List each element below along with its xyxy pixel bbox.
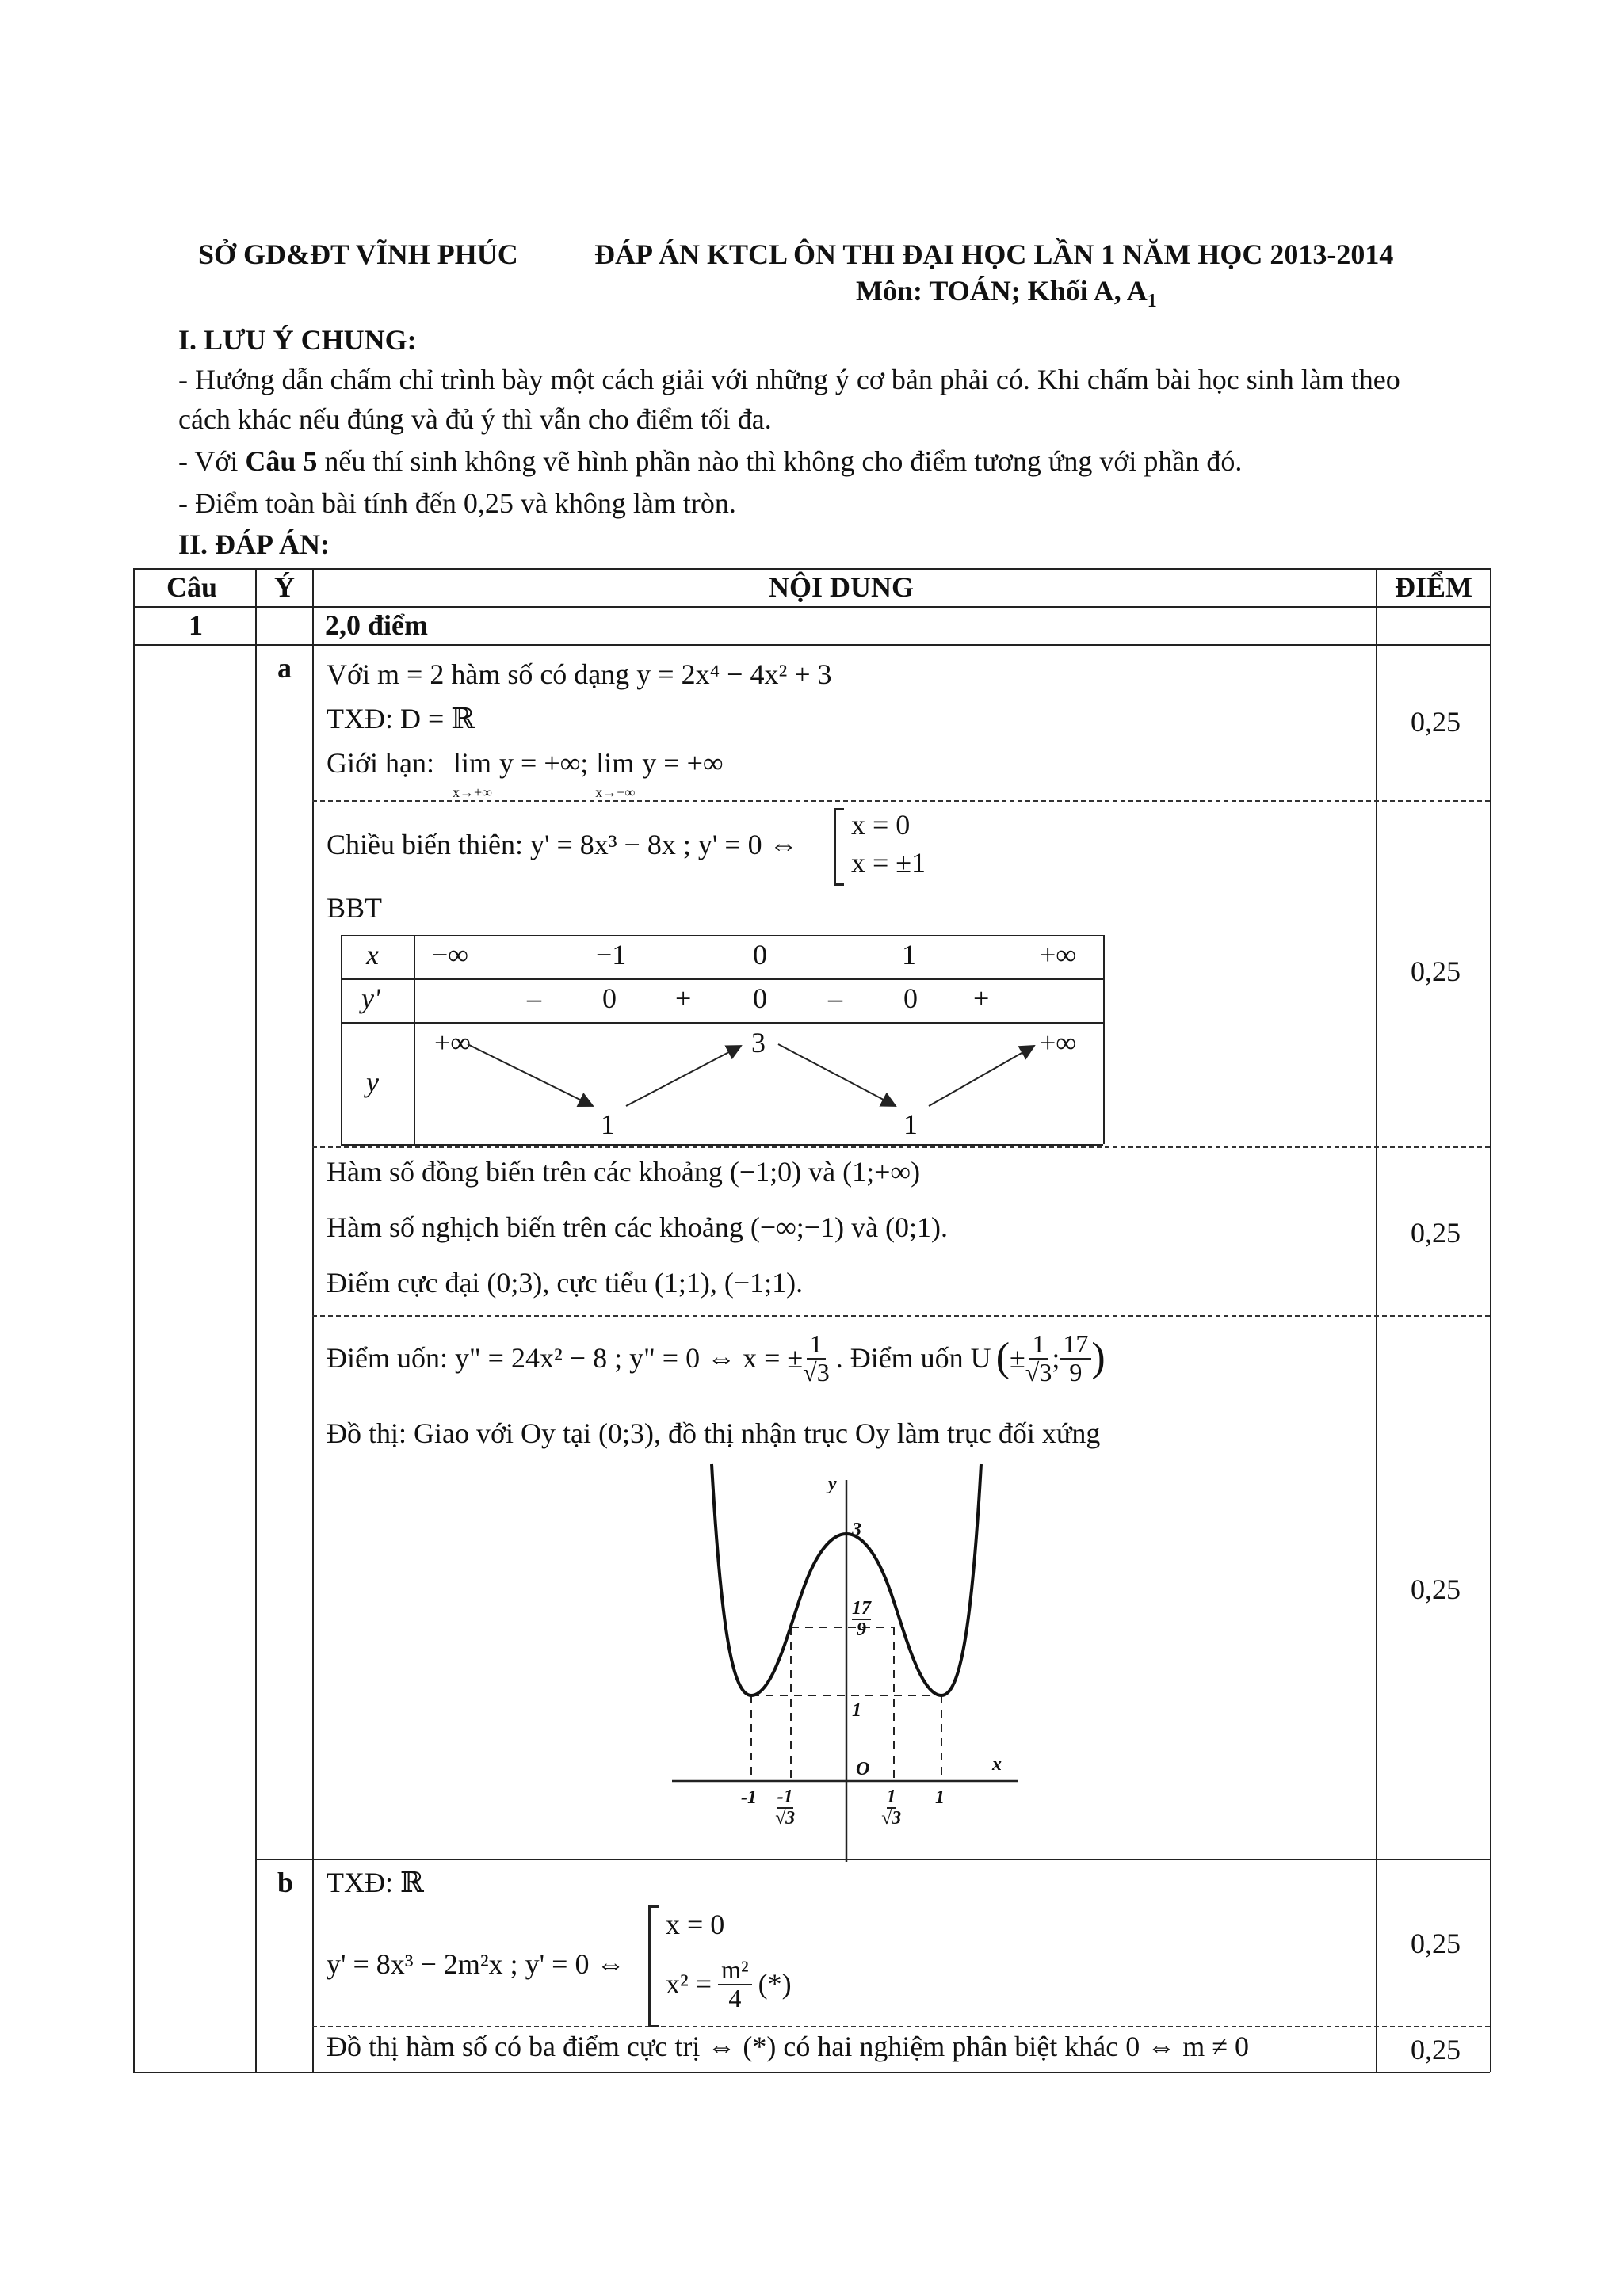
graph-x-pos-inflect-den: √3 [881,1808,902,1829]
subject-subscript: 1 [1147,291,1157,312]
bbt-y-val: +∞ [434,1027,471,1058]
lim-2-val: y = +∞ [642,747,724,779]
note3: - Điểm toàn bài tính đến 0,25 và không làm tròn. [178,487,736,519]
graph-y-inflect-den: 9 [857,1619,866,1641]
score-a1: 0,25 [1411,706,1461,738]
bbt-yp-val: + [675,982,692,1014]
case-bracket-b [648,1905,659,2027]
b-r2-line1: Đồ thị hàm số có ba điểm cực trị ⇔ (*) có hai nghiệm phân biệt khác 0 ⇔ m ≠ 0 [327,2031,1249,2062]
inflection-point-label: . Điểm uốn U [835,1342,991,1374]
a-r2-case1: x = 0 [851,809,911,841]
score-a2: 0,25 [1411,955,1461,987]
graph-y-min-label: 1 [852,1700,861,1721]
graph-x-pos-inflect-label [881,1787,901,1829]
lim-1: lim [453,747,492,779]
bbt-label: BBT [327,892,383,924]
section2-heading: II. ĐÁP ÁN: [178,528,330,560]
graph-x-pos1-label: 1 [935,1787,945,1808]
bbt-x-val: +∞ [1040,939,1076,971]
bbt-x-val: 0 [753,939,767,971]
frac-den: √3 [803,1357,830,1386]
bbt-yp-val: 0 [602,982,617,1014]
graph-x-pos-inflect-num: 1 [887,1787,896,1809]
bbt-y-val: 1 [903,1108,918,1140]
bbt-x-val: −∞ [432,939,468,971]
frac-den: 9 [1069,1357,1083,1386]
graph-x-neg-inflect-num: -1 [777,1787,793,1809]
graph-y-max-label: 3 [852,1520,861,1540]
frac-num: 1 [807,1331,826,1360]
subject-text: Môn: TOÁN; Khối A, A [856,275,1148,307]
lim-2-sub: x→−∞ [595,784,636,801]
bbt-y-val: 1 [601,1108,615,1140]
a-r3-line1: Hàm số đồng biến trên các khoảng (−1;0) và (1;+∞) [327,1156,921,1188]
bbt-x-val: −1 [596,939,627,971]
b-r1-case1: x = 0 [666,1909,725,1940]
b-r1-line1: TXĐ: ℝ [327,1867,424,1898]
inflection-eq: Điểm uốn: y" = 24x² − 8 ; y" = 0 ⇔ x = ± [327,1342,804,1374]
note2-post: nếu thí sinh không vẽ hình phần nào thì không cho điểm tương ứng với phần đó. [317,445,1243,477]
part-a-label: a [277,652,292,684]
note2-bold: Câu 5 [245,445,318,477]
score-b2: 0,25 [1411,2034,1461,2065]
bbt-y-label: y [366,1066,379,1098]
part-b-label: b [277,1867,294,1898]
u-sep: ; [1052,1342,1060,1374]
score-b1: 0,25 [1411,1928,1461,1959]
score-a4: 0,25 [1411,1573,1461,1605]
bbt-yp-val: 0 [903,982,918,1014]
paren-close: ) [1091,1335,1106,1381]
bbt-x-label: x [366,939,379,971]
frac-num: m² [718,1957,751,1985]
a-r1-line1: Với m = 2 hàm số có dạng y = 2x⁴ − 4x² + 3 [327,658,832,690]
bbt-yp-val: + [973,982,990,1014]
b-r1-case2 [666,1957,792,2012]
case2-post: (*) [758,1968,792,2000]
graph-y-inflect-label [852,1599,871,1640]
graph-x-neg1-label: -1 [741,1787,757,1808]
graph-x-axis-label: x [992,1754,1002,1775]
frac-den: √3 [1025,1357,1052,1386]
question-1-label: 1 [189,609,203,641]
lim-1-sub: x→+∞ [453,784,493,801]
note1-line1: - Hướng dẫn chấm chỉ trình bày một cách giải với những ý cơ bản phải có. Khi chấm bài học sinh làm theo [178,364,1400,395]
bbt-y-val: +∞ [1040,1027,1076,1058]
limit-label: Giới hạn: [327,747,435,779]
a-r3-line2: Hàm số nghịch biến trên các khoảng (−∞;−1) và (0;1). [327,1211,949,1243]
graph-x-neg-inflect-label [775,1787,795,1829]
case2-pre: x² = [666,1968,712,2000]
a-r1-line2: TXĐ: D = ℝ [327,703,475,734]
b-r1-line2: y' = 8x³ − 2m²x ; y' = 0 ⇔ [327,1948,625,1980]
org-name: SỞ GD&ĐT VĨNH PHÚC [198,238,518,270]
question-1-total: 2,0 điểm [325,609,428,641]
case2-frac [718,1957,751,2012]
header-y: Ý [274,571,295,603]
a-r3-line3: Điểm cực đại (0;3), cực tiểu (1;1), (−1;1). [327,1267,804,1299]
bbt-yp-val: 0 [753,982,767,1014]
header-diem: ĐIỂM [1395,571,1472,603]
graph-origin-label: O [856,1759,870,1779]
frac-num: 17 [1060,1331,1091,1360]
bbt-yp-val: – [527,982,541,1014]
graph-y-axis-label: y [828,1474,837,1494]
note1-line2: cách khác nếu đúng và đủ ý thì vẫn cho điểm tối đa. [178,403,772,435]
section1-heading: I. LƯU Ý CHUNG: [178,324,417,356]
graph-x-neg-inflect-den: √3 [775,1808,796,1829]
a-r4-line2: Đồ thị: Giao với Oy tại (0;3), đồ thị nhận trục Oy làm trục đối xứng [327,1417,1101,1449]
bbt-y-val: 3 [751,1027,766,1058]
header-noi-dung: NỘI DUNG [769,571,915,603]
bbt-yp-val: – [828,982,842,1014]
a-r2-case2: x = ±1 [851,847,926,879]
lim-1-val: y = +∞; [499,747,589,779]
paren-open: ( [995,1335,1010,1381]
bbt-yp-label: y' [361,982,380,1014]
lim-2: lim [596,747,635,779]
score-a3: 0,25 [1411,1217,1461,1249]
graph-y-inflect-num: 17 [852,1599,871,1620]
frac-den: 4 [728,1983,742,2012]
header-cau: Câu [166,571,218,603]
note2-pre: - Với [178,445,246,477]
frac-num: 1 [1029,1331,1048,1360]
u-sign: ± [1010,1342,1025,1374]
bbt-x-val: 1 [902,939,916,971]
a-r2-line1: Chiều biến thiên: y' = 8x³ − 8x ; y' = 0 ⇔ [327,829,798,860]
doc-title: ĐÁP ÁN KTCL ÔN THI ĐẠI HỌC LẦN 1 NĂM HỌC 2013-2014 [594,238,1394,270]
